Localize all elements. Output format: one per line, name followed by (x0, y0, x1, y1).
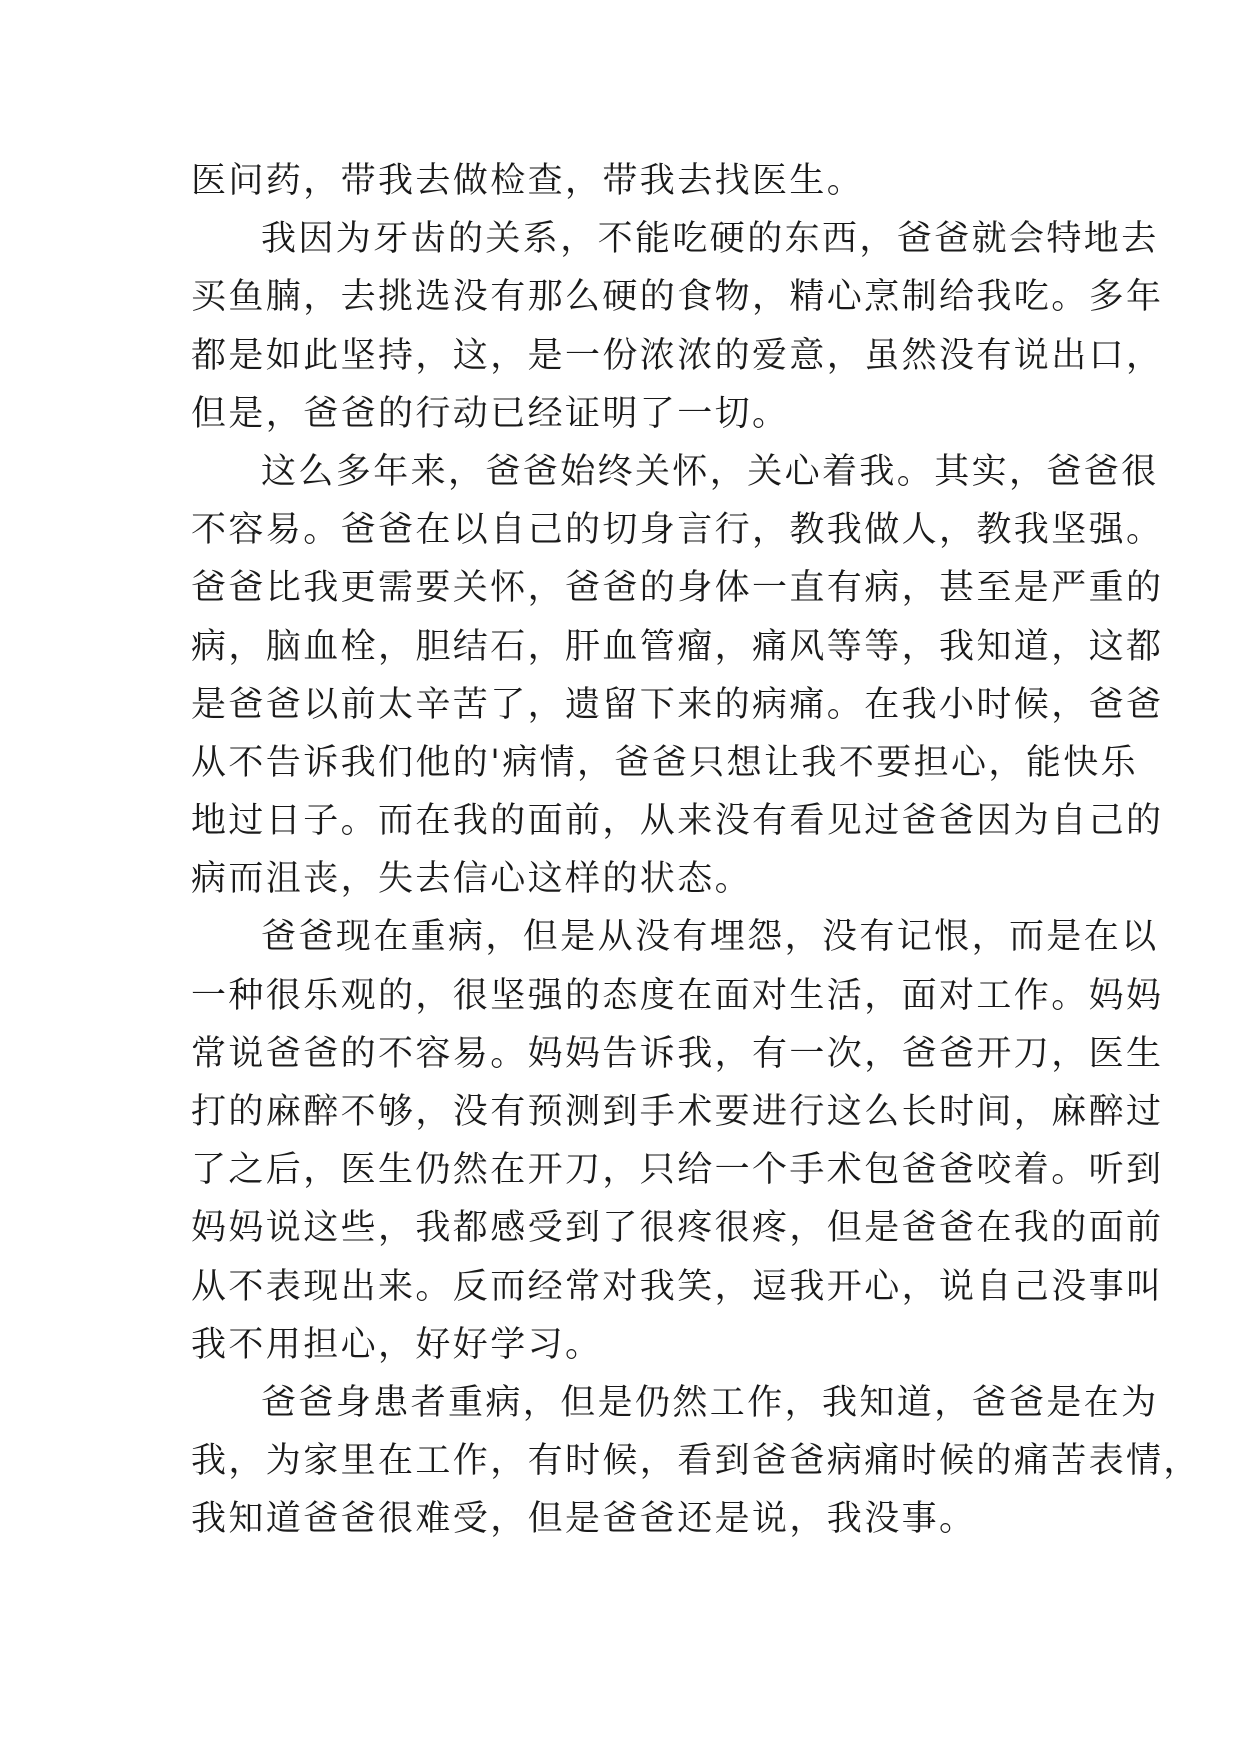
text-line: 是爸爸以前太辛苦了，遗留下来的病痛。在我小时候，爸爸 (191, 684, 1164, 725)
text-line: 买鱼腩，去挑选没有那么硬的食物，精心烹制给我吃。多年 (191, 277, 1164, 318)
body-text (191, 152, 1201, 1549)
text-line: 爸爸现在重病，但是从没有埋怨，没有记恨，而是在以 (261, 917, 1159, 958)
text-line: 我知道爸爸很难受，但是爸爸还是说，我没事。 (191, 1499, 977, 1540)
text-line: 了之后，医生仍然在开刀，只给一个手术包爸爸咬着。听到 (191, 1150, 1164, 1191)
text-line: 从不告诉我们他的'病情，爸爸只想让我不要担心，能快乐 (191, 742, 1139, 783)
text-line: 妈妈说这些，我都感受到了很疼很疼，但是爸爸在我的面前 (191, 1208, 1164, 1249)
text-line: 都是如此坚持，这，是一份浓浓的爱意，虽然没有说出口， (191, 335, 1164, 376)
text-line: 这么多年来，爸爸始终关怀，关心着我。其实，爸爸很 (261, 451, 1159, 492)
text-line: 爸爸身患者重病，但是仍然工作，我知道，爸爸是在为 (261, 1382, 1159, 1423)
text-line: 不容易。爸爸在以自己的切身言行，教我做人，教我坚强。 (191, 510, 1164, 551)
text-line: 爸爸比我更需要关怀，爸爸的身体一直有病，甚至是严重的 (191, 568, 1164, 609)
text-line: 病，脑血栓，胆结石，肝血管瘤，痛风等等，我知道，这都 (191, 626, 1164, 667)
text-line: 从不表现出来。反而经常对我笑，逗我开心，说自己没事叫 (191, 1266, 1164, 1307)
text-line: 常说爸爸的不容易。妈妈告诉我，有一次，爸爸开刀，医生 (191, 1033, 1164, 1074)
text-line: 我不用担心，好好学习。 (191, 1324, 603, 1365)
text-line: 我因为牙齿的关系，不能吃硬的东西，爸爸就会特地去 (261, 219, 1159, 260)
text-line: 我，为家里在工作，有时候，看到爸爸病痛时候的痛苦表情， (191, 1441, 1201, 1482)
text-line: 医问药，带我去做检查，带我去找医生。 (191, 161, 865, 201)
text-line: 但是，爸爸的行动已经证明了一切。 (191, 393, 790, 434)
text-line: 病而沮丧，失去信心这样的状态。 (191, 859, 753, 900)
text-line: 一种很乐观的，很坚强的态度在面对生活，面对工作。妈妈 (191, 975, 1164, 1016)
text-line: 地过日子。而在我的面前，从来没有看见过爸爸因为自己的 (191, 801, 1164, 842)
text-line: 打的麻醉不够，没有预测到手术要进行这么长时间，麻醉过 (191, 1092, 1164, 1132)
